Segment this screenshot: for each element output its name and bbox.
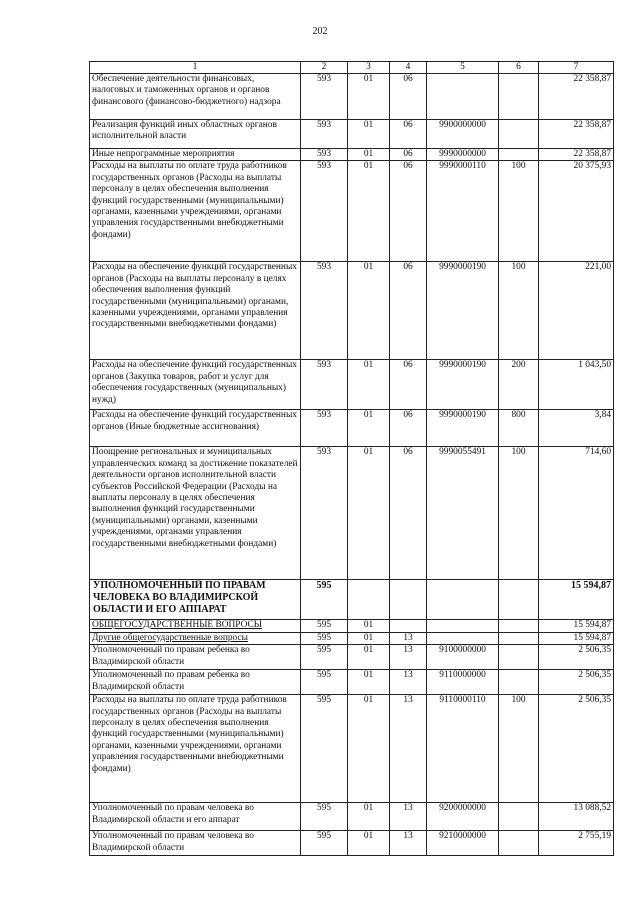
cell-section [348,580,390,620]
cell-admin: 593 [301,120,348,149]
cell-subsection: 13 [390,645,427,670]
table-row [90,580,614,620]
cell-type [499,632,539,644]
table-row [90,161,614,262]
row-name [90,620,301,632]
table-row [90,831,614,856]
cell-subsection: 06 [390,161,427,262]
cell-type: 100 [499,161,539,262]
cell-target: 9990000110 [427,161,499,262]
cell-section: 01 [348,695,390,803]
table-row [90,262,614,360]
cell-amount: 20 375,93 [539,161,614,262]
column-header: 7 [539,62,614,74]
cell-subsection: 13 [390,803,427,831]
row-name: Поощрение региональных и муниципальных управленческих команд за достижение показателей деятельности органов исполнительной власти субъектов Российской Федерации (Расходы на выплаты персоналу в целях обеспечения выполнения функций государственными (муниципальными) органами, казенными учреждениями, органами управления государственными внебюджетными фондами) [90,447,301,580]
cell-admin: 595 [301,632,348,644]
row-name: Расходы на обеспечение функций государственных органов (Закупка товаров, работ и услуг для обеспечения государственных (муниципальных) нужд) [90,360,301,410]
cell-target [427,632,499,644]
column-header: 6 [499,62,539,74]
cell-target: 9990055491 [427,447,499,580]
cell-target: 9990000190 [427,410,499,447]
cell-type [499,580,539,620]
cell-admin: 593 [301,74,348,120]
row-name: Расходы на обеспечение функций государственных органов (Иные бюджетные ассигнования) [90,410,301,447]
cell-admin: 593 [301,410,348,447]
cell-admin: 595 [301,803,348,831]
cell-amount: 2 506,35 [539,670,614,695]
cell-admin: 593 [301,149,348,161]
cell-section: 01 [348,161,390,262]
cell-type: 800 [499,410,539,447]
cell-type [499,803,539,831]
row-name: Обеспечение деятельности финансовых, налоговых и таможенных органов и органов финансового (финансово-бюджетного) надзора [90,74,301,120]
cell-target: 9990000000 [427,149,499,161]
cell-target: 9100000000 [427,645,499,670]
cell-section: 01 [348,803,390,831]
cell-target [427,580,499,620]
cell-target: 9200000000 [427,803,499,831]
cell-section: 01 [348,645,390,670]
table-row [90,695,614,803]
column-header: 5 [427,62,499,74]
cell-admin: 595 [301,695,348,803]
cell-section: 01 [348,360,390,410]
cell-subsection: 13 [390,695,427,803]
table-row [90,645,614,670]
row-name: Иные непрограммные мероприятия [90,149,301,161]
cell-admin: 595 [301,831,348,856]
column-header: 4 [390,62,427,74]
cell-target [427,620,499,632]
cell-type: 100 [499,447,539,580]
cell-section: 01 [348,262,390,360]
cell-subsection [390,620,427,632]
cell-amount: 2 506,35 [539,695,614,803]
cell-target: 9990000190 [427,360,499,410]
cell-type [499,831,539,856]
row-name: Уполномоченный по правам ребенка во Владимирской области [90,670,301,695]
cell-amount: 2 755,19 [539,831,614,856]
cell-type [499,670,539,695]
cell-section: 01 [348,620,390,632]
section-title: ОБЩЕГОСУДАРСТВЕННЫЕ ВОПРОСЫ [92,620,262,631]
cell-subsection [390,580,427,620]
table-row [90,447,614,580]
column-header: 2 [301,62,348,74]
cell-type: 200 [499,360,539,410]
column-header: 1 [90,62,301,74]
cell-section: 01 [348,74,390,120]
row-name: Расходы на выплаты по оплате труда работников государственных органов (Расходы на выплаты персоналу в целях обеспечения выполнения функций государственными (муниципальными) органами, казенными учреждениями, органами управления государственными внебюджетными фондами) [90,695,301,803]
cell-amount: 15 594,87 [539,632,614,644]
cell-type [499,620,539,632]
cell-admin: 593 [301,161,348,262]
cell-amount: 22 358,87 [539,74,614,120]
cell-type [499,149,539,161]
cell-amount: 714,60 [539,447,614,580]
table-row [90,632,614,644]
cell-type [499,120,539,149]
table-row [90,803,614,831]
cell-type [499,74,539,120]
cell-subsection: 06 [390,149,427,161]
row-name: Уполномоченный по правам ребенка во Владимирской области [90,645,301,670]
budget-table [89,61,614,856]
cell-subsection: 06 [390,360,427,410]
cell-target: 9900000000 [427,120,499,149]
cell-section: 01 [348,120,390,149]
cell-subsection: 06 [390,410,427,447]
row-name [90,632,301,644]
cell-section: 01 [348,149,390,161]
cell-amount: 221,00 [539,262,614,360]
table-row [90,149,614,161]
cell-admin: 595 [301,645,348,670]
page-number: 202 [312,26,328,37]
column-header: 3 [348,62,390,74]
row-name: Уполномоченный по правам человека во Владимирской области [90,831,301,856]
table-row [90,74,614,120]
cell-admin: 593 [301,262,348,360]
cell-section: 01 [348,447,390,580]
cell-amount: 3,84 [539,410,614,447]
table-row [90,410,614,447]
cell-section: 01 [348,670,390,695]
cell-type: 100 [499,262,539,360]
table-row [90,360,614,410]
cell-amount: 13 088,52 [539,803,614,831]
cell-amount: 2 506,35 [539,645,614,670]
cell-type [499,645,539,670]
cell-amount: 15 594,87 [539,620,614,632]
cell-target: 9990000190 [427,262,499,360]
row-name: Реализация функций иных областных органов исполнительной власти [90,120,301,149]
cell-admin: 595 [301,670,348,695]
cell-subsection: 13 [390,831,427,856]
table-row [90,120,614,149]
cell-target: 9210000000 [427,831,499,856]
cell-admin: 593 [301,360,348,410]
table-row [90,670,614,695]
row-name: Расходы на выплаты по оплате труда работников государственных органов (Расходы на выплаты персоналу в целях обеспечения выполнения функций государственными (муниципальными) органами, казенными учреждениями, органами управления государственными внебюджетными фондами) [90,161,301,262]
cell-type: 100 [499,695,539,803]
cell-subsection: 06 [390,74,427,120]
cell-amount: 22 358,87 [539,120,614,149]
cell-subsection: 13 [390,632,427,644]
cell-section: 01 [348,410,390,447]
row-name: Уполномоченный по правам человека во Владимирской области и его аппарат [90,803,301,831]
cell-subsection: 06 [390,262,427,360]
cell-amount: 15 594,87 [539,580,614,620]
cell-admin: 595 [301,580,348,620]
table-row [90,620,614,632]
row-name: Расходы на обеспечение функций государственных органов (Расходы на выплаты персоналу в целях обеспечения выполнения функций государственными (муниципальными) органами, казенными учреждениями, органами управления государственными внебюджетными фондами) [90,262,301,360]
cell-section: 01 [348,632,390,644]
cell-target [427,74,499,120]
header-row [90,62,614,74]
cell-target: 9110000110 [427,695,499,803]
row-name: УПОЛНОМОЧЕННЫЙ ПО ПРАВАМ ЧЕЛОВЕКА ВО ВЛАДИМИРСКОЙ ОБЛАСТИ И ЕГО АППАРАТ [90,580,301,620]
cell-subsection: 06 [390,447,427,580]
cell-admin: 595 [301,620,348,632]
cell-subsection: 13 [390,670,427,695]
cell-admin: 593 [301,447,348,580]
cell-target: 9110000000 [427,670,499,695]
cell-section: 01 [348,831,390,856]
cell-amount: 1 043,50 [539,360,614,410]
cell-subsection: 06 [390,120,427,149]
subsection-title: Другие общегосударственные вопросы [92,632,248,643]
cell-amount: 22 358,87 [539,149,614,161]
